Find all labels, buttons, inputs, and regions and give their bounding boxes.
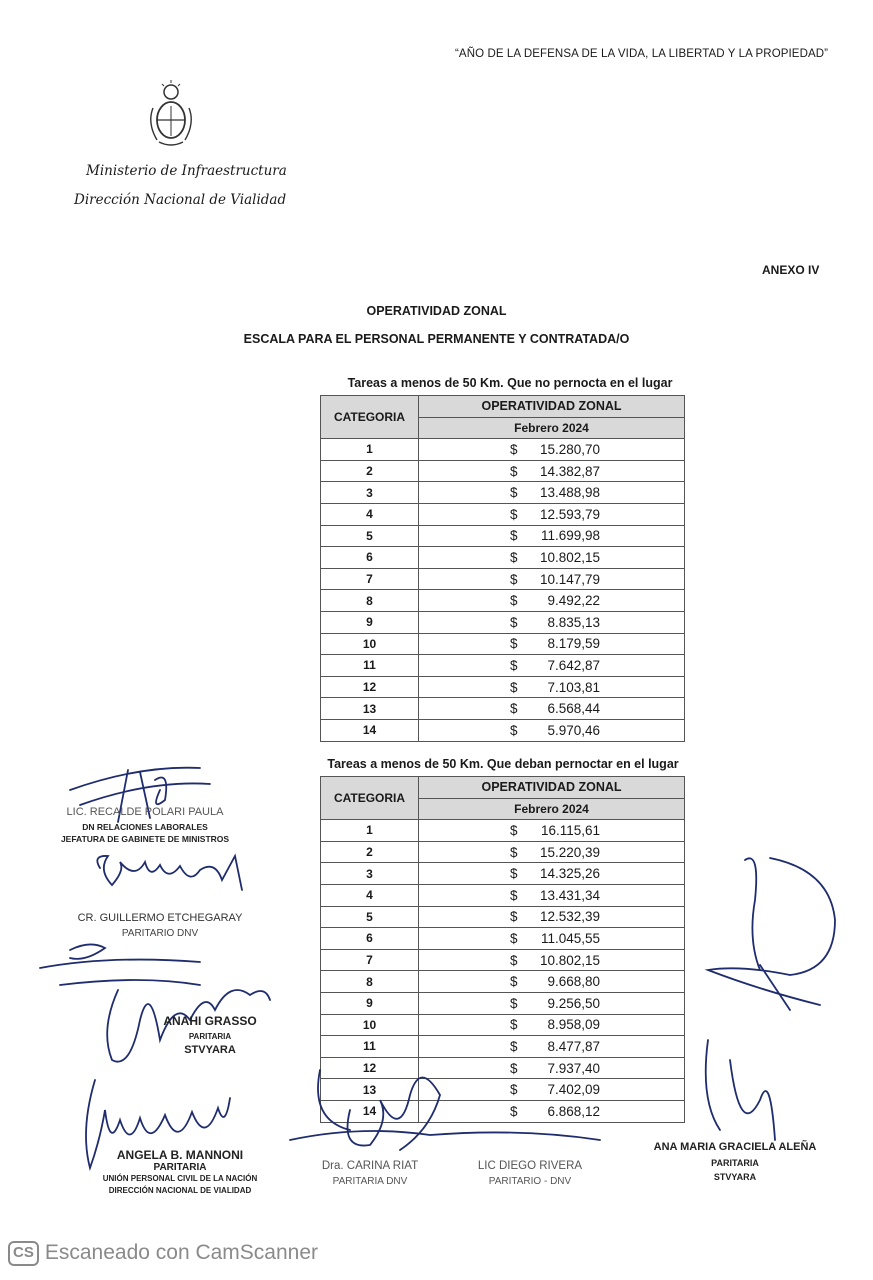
currency-symbol: $ xyxy=(510,722,518,738)
currency-symbol: $ xyxy=(510,866,518,882)
amount-value: 8.958,09 xyxy=(547,1017,600,1033)
currency-symbol: $ xyxy=(510,930,518,946)
category-cell: 8 xyxy=(321,590,419,612)
category-cell: 11 xyxy=(321,655,419,677)
currency-symbol: $ xyxy=(510,887,518,903)
table-1-caption: Tareas a menos de 50 Km. Que no pernocta en el lugar xyxy=(347,376,673,390)
amount-value: 10.802,15 xyxy=(539,952,600,968)
category-cell: 9 xyxy=(321,611,419,633)
header-motto: “AÑO DE LA DEFENSA DE LA VIDA, LA LIBERTAD Y LA PROPIEDAD” xyxy=(455,48,829,60)
amount-value: 9.492,22 xyxy=(547,593,600,609)
directorate-name: Dirección Nacional de Vialidad xyxy=(74,192,287,208)
annex-label: ANEXO IV xyxy=(762,263,820,277)
currency-symbol: $ xyxy=(510,463,518,479)
category-cell: 4 xyxy=(321,503,419,525)
signature-rivera-name: LIC DIEGO RIVERA xyxy=(477,1160,583,1172)
amount-value: 13.431,34 xyxy=(539,887,600,903)
category-cell: 3 xyxy=(321,863,419,885)
signature-polari-org: JEFATURA DE GABINETE DE MINISTROS xyxy=(60,834,230,844)
currency-symbol: $ xyxy=(510,441,518,457)
amount-value: 6.868,12 xyxy=(547,1103,600,1119)
currency-symbol: $ xyxy=(510,506,518,522)
amount-value: 12.593,79 xyxy=(539,506,600,522)
signature-riat-role: PARITARIA DNV xyxy=(332,1176,408,1187)
amount-value: 11.699,98 xyxy=(540,528,600,544)
currency-symbol: $ xyxy=(510,485,518,501)
currency-symbol: $ xyxy=(510,679,518,695)
table-2-col-category: CATEGORIA xyxy=(321,777,419,820)
amount-value: 10.147,79 xyxy=(539,571,600,587)
amount-value: 14.382,87 xyxy=(539,463,600,479)
currency-symbol: $ xyxy=(510,995,518,1011)
signature-polari-role: DN RELACIONES LABORALES xyxy=(82,822,208,832)
currency-symbol: $ xyxy=(510,636,518,652)
category-cell: 11 xyxy=(321,1036,419,1058)
currency-symbol: $ xyxy=(510,614,518,630)
amount-value: 9.668,80 xyxy=(547,974,600,990)
category-cell: 4 xyxy=(321,884,419,906)
amount-value: 8.179,59 xyxy=(547,636,600,652)
signature-etchegaray-name: CR. GUILLERMO ETCHEGARAY xyxy=(77,912,243,924)
amount-value: 9.256,50 xyxy=(547,995,600,1011)
amount-value: 7.103,81 xyxy=(547,679,600,695)
category-cell: 14 xyxy=(321,719,419,741)
document-subtitle: ESCALA PARA EL PERSONAL PERMANENTE Y CONTRATADA/O xyxy=(243,332,630,346)
camscanner-logo-icon: CS xyxy=(8,1241,39,1266)
currency-symbol: $ xyxy=(510,528,518,544)
category-cell: 12 xyxy=(321,1057,419,1079)
category-cell: 13 xyxy=(321,698,419,720)
amount-value: 6.568,44 xyxy=(547,701,600,717)
currency-symbol: $ xyxy=(510,1060,518,1076)
signature-rivera-role: PARITARIO - DNV xyxy=(488,1176,572,1187)
currency-symbol: $ xyxy=(510,1103,518,1119)
signature-mannoni-role: PARITARIA xyxy=(153,1162,207,1173)
currency-symbol: $ xyxy=(510,844,518,860)
signature-mannoni-dept: DIRECCIÓN NACIONAL DE VIALIDAD xyxy=(108,1186,252,1195)
currency-symbol: $ xyxy=(510,909,518,925)
currency-symbol: $ xyxy=(510,701,518,717)
currency-symbol: $ xyxy=(510,657,518,673)
signature-alena-org: STVYARA xyxy=(713,1172,757,1182)
currency-symbol: $ xyxy=(510,571,518,587)
amount-value: 7.937,40 xyxy=(547,1060,600,1076)
category-cell: 13 xyxy=(321,1079,419,1101)
table-2-col-period: Febrero 2024 xyxy=(419,798,685,820)
category-cell: 12 xyxy=(321,676,419,698)
category-cell: 2 xyxy=(321,841,419,863)
category-cell: 8 xyxy=(321,971,419,993)
category-cell: 6 xyxy=(321,928,419,950)
signature-grasso-role: PARITARIA xyxy=(188,1032,232,1041)
table-2-caption: Tareas a menos de 50 Km. Que deban pernoctar en el lugar xyxy=(327,757,679,771)
signature-grasso-name: ANAHI GRASSO xyxy=(163,1014,257,1028)
category-cell: 1 xyxy=(321,439,419,461)
camscanner-text: Escaneado con CamScanner xyxy=(44,1241,319,1264)
category-cell: 7 xyxy=(321,949,419,971)
category-cell: 3 xyxy=(321,482,419,504)
signature-polari-name: LIC. RECALDE POLARI PAULA xyxy=(66,806,224,818)
currency-symbol: $ xyxy=(510,1038,518,1054)
amount-value: 7.402,09 xyxy=(547,1082,600,1098)
signature-etchegaray-role: PARITARIO DNV xyxy=(121,928,199,939)
currency-symbol: $ xyxy=(510,1017,518,1033)
signature-riat-name: Dra. CARINA RIAT xyxy=(321,1160,419,1172)
amount-value: 16.115,61 xyxy=(540,822,600,838)
signature-grasso-org: STVYARA xyxy=(184,1044,236,1056)
amount-value: 10.802,15 xyxy=(539,549,600,565)
currency-symbol: $ xyxy=(510,1082,518,1098)
category-cell: 9 xyxy=(321,992,419,1014)
signature-alena-name: ANA MARIA GRACIELA ALEÑA xyxy=(653,1141,817,1153)
signature-alena-role: PARITARIA xyxy=(711,1158,759,1168)
table-1-col-period: Febrero 2024 xyxy=(419,417,685,439)
table-1-col-group: OPERATIVIDAD ZONAL xyxy=(419,396,685,418)
amount-value: 12.532,39 xyxy=(539,909,600,925)
category-cell: 5 xyxy=(321,525,419,547)
signature-mannoni-name: ANGELA B. MANNONI xyxy=(116,1148,244,1162)
category-cell: 14 xyxy=(321,1100,419,1122)
currency-symbol: $ xyxy=(510,952,518,968)
amount-value: 15.280,70 xyxy=(539,441,600,457)
amount-value: 5.970,46 xyxy=(547,722,600,738)
amount-value: 14.325,26 xyxy=(539,866,600,882)
amount-value: 8.835,13 xyxy=(547,614,600,630)
category-cell: 1 xyxy=(321,820,419,842)
currency-symbol: $ xyxy=(510,549,518,565)
amount-value: 11.045,55 xyxy=(540,930,600,946)
category-cell: 10 xyxy=(321,1014,419,1036)
signature-mannoni-org: UNIÓN PERSONAL CIVIL DE LA NACIÓN xyxy=(102,1174,258,1183)
table-2-col-group: OPERATIVIDAD ZONAL xyxy=(419,777,685,799)
currency-symbol: $ xyxy=(510,974,518,990)
document-title: OPERATIVIDAD ZONAL xyxy=(366,304,507,318)
category-cell: 5 xyxy=(321,906,419,928)
amount-value: 13.488,98 xyxy=(539,485,600,501)
category-cell: 7 xyxy=(321,568,419,590)
table-1-col-category: CATEGORIA xyxy=(321,396,419,439)
ministry-name: Ministerio de Infraestructura xyxy=(86,163,287,179)
currency-symbol: $ xyxy=(510,822,518,838)
amount-value: 7.642,87 xyxy=(547,657,600,673)
amount-value: 15.220,39 xyxy=(539,844,600,860)
currency-symbol: $ xyxy=(510,593,518,609)
category-cell: 6 xyxy=(321,547,419,569)
camscanner-watermark xyxy=(8,1241,318,1266)
category-cell: 2 xyxy=(321,460,419,482)
amount-value: 8.477,87 xyxy=(547,1038,600,1054)
category-cell: 10 xyxy=(321,633,419,655)
